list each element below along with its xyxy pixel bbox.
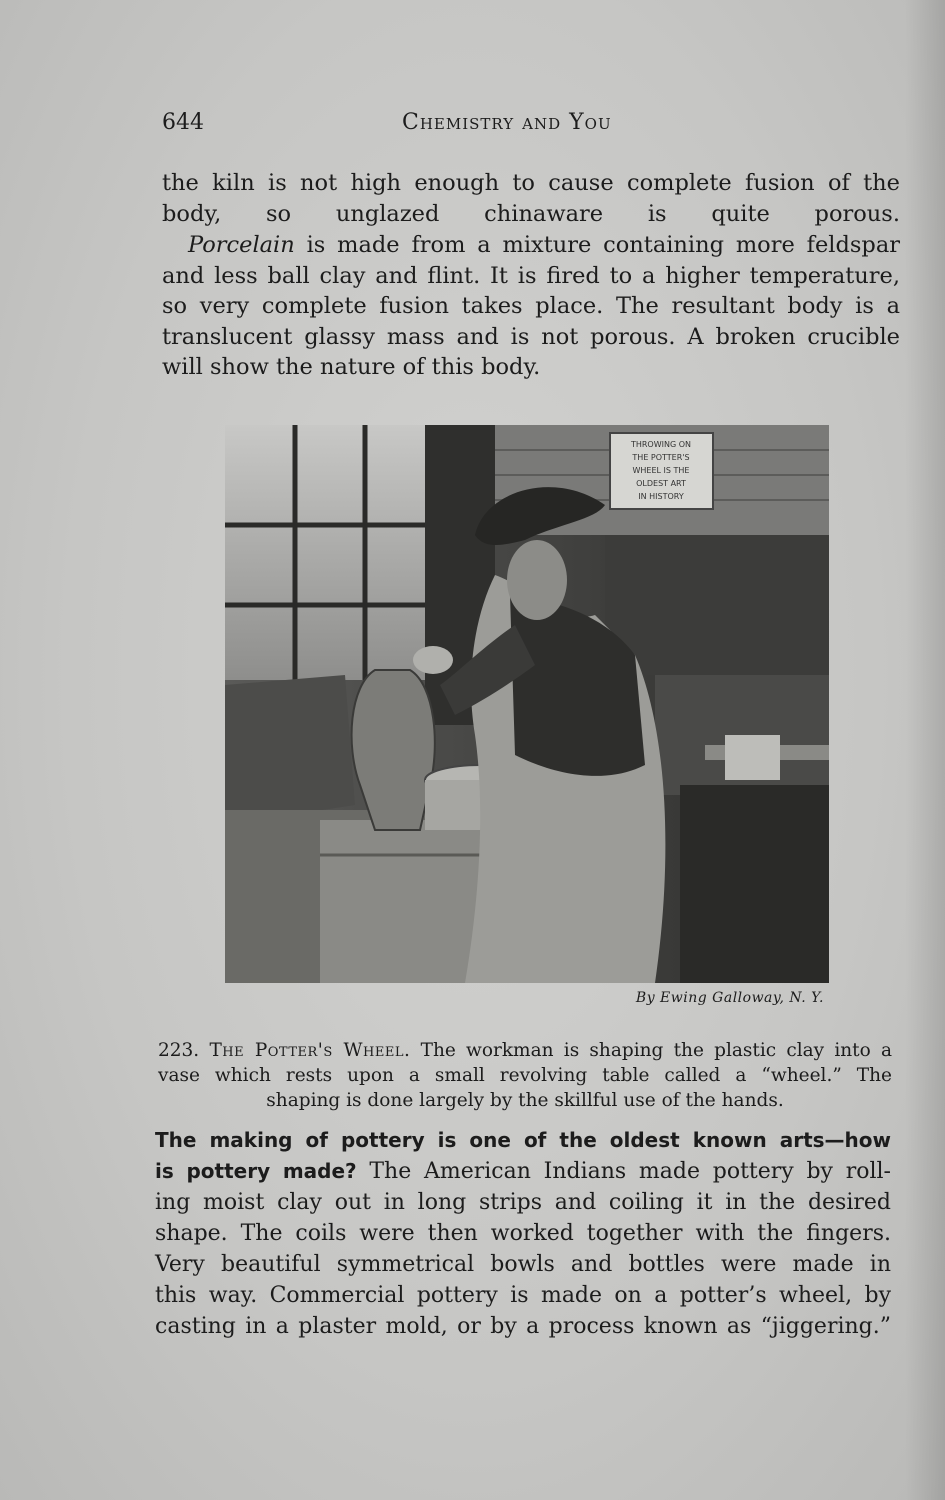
paragraph-3 [155,1125,891,1342]
text-run: The workman is shaping the plastic clay into a [410,1040,892,1061]
page-number: 644 [162,110,204,135]
text-line: casting in a plaster mold, or by a process known as “jiggering.” [155,1314,891,1339]
text-line: and less ball clay and flint. It is fired to a higher temperature, [162,262,900,289]
text-run: The American Indians made pottery by roll- [356,1159,891,1184]
text-line: Very beautiful symmetrical bowls and bottles were made in [155,1252,891,1277]
photo-credit: By Ewing Galloway, N. Y. [635,990,824,1006]
text-run: is made from a mixture containing more feldspar [294,232,900,258]
text-line: body, so unglazed chinaware is quite porous. [162,200,900,227]
text-line: this way. Commercial pottery is made on a potter’s wheel, by [155,1283,891,1308]
sign-line: THROWING ON [630,440,692,449]
text-line: ing moist clay out in long strips and coiling it in the desired [155,1190,891,1215]
caption-line: vase which rests upon a small revolving table called a “wheel.” The [158,1065,892,1086]
text-line: translucent glassy mass and is not porous. A broken crucible [162,323,900,350]
sign-line: THE POTTER'S [632,453,690,462]
figure-title: The Potter's Wheel. [209,1040,411,1061]
caption-line [158,1038,892,1063]
section-heading: The making of pottery is one of the oldest known arts—how [155,1128,891,1152]
term-porcelain: Porcelain [188,232,295,258]
sign-line: OLDEST ART [636,479,686,488]
potter-face [507,540,567,620]
caption-line: shaping is done largely by the skillful use of the hands. [266,1090,784,1111]
paragraph-2 [162,230,900,383]
text-line [162,230,900,261]
page-edge-shadow [905,0,945,1500]
potter-hands [413,646,453,674]
running-title: Chemistry and You [402,110,612,135]
page-header [162,110,902,144]
text-line: so very complete fusion takes place. The resultant body is a [162,293,900,319]
window [225,425,425,680]
text-line: shape. The coils were then worked together with the fingers. [155,1221,891,1246]
text-line: will show the nature of this body. [162,354,541,380]
sign-line: WHEEL IS THE [632,466,690,475]
text-line [155,1156,891,1187]
section-heading: is pottery made? [155,1159,357,1183]
text-line: the kiln is not high enough to cause complete fusion of the [162,170,900,196]
sign-line: IN HISTORY [638,492,684,501]
photo-illustration [225,425,829,983]
figure-caption [158,1038,892,1113]
paragraph-1 [162,168,900,229]
potter-photograph [225,425,829,983]
figure-number: 223. [158,1040,200,1061]
